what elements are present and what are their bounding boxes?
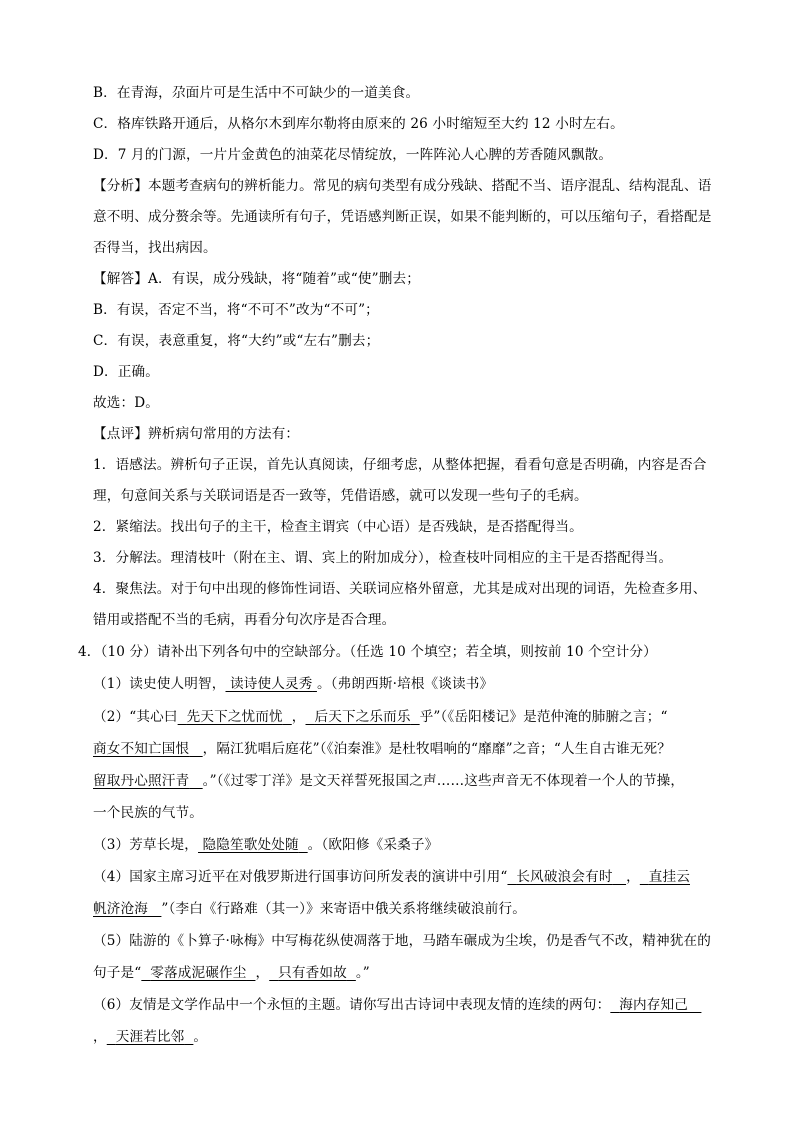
method-4-line-1: 4．聚焦法。对于句中出现的修饰性词语、关联词应格外留意，尤其是成对出现的词语，先检查多用、 (93, 581, 707, 597)
method-1-line-2: 理，句意间关系与关联词语是否一致等，凭借语感，就可以发现一些句子的毛病。 (93, 488, 588, 504)
q4-item-2-answer-2: 后天下之乐而乐 (314, 709, 411, 725)
q4-item-4-answer-2b: 帆济沧海 (93, 901, 148, 917)
q4-item-2-answer-3-blank (189, 741, 202, 757)
q4-item-2-answer-3: 商女不知亡国恨 (93, 741, 190, 757)
q4-item-6-answer-2: 天涯若比邻 (115, 1029, 185, 1045)
q4-item-2-line-4: 一个民族的气节。 (93, 805, 203, 821)
q4-item-3-answer: 隐隐笙歌处处随 (202, 837, 299, 853)
q4-item-2-text-3: 。”（《过零丁洋》是文天祥誓死报国之声……这些声音无不体现着一个人的节操， (202, 773, 685, 789)
q4-item-1-source: 。（弗朗西斯·培根《谈读书》 (316, 676, 494, 692)
analysis-line-3: 否得当，找出病因。 (93, 240, 217, 256)
q4-item-1-answer: 读诗使人灵秀 (229, 676, 313, 692)
analysis-line-1: 【分析】本题考查病句的辨析能力。常见的病句类型有成分残缺、搭配不当、语序混乱、结构混乱、语 (93, 178, 712, 194)
q4-item-2-answer-4: 留取丹心照汗青 (93, 773, 190, 789)
q4-item-6-comma: ， (93, 1029, 107, 1045)
q4-item-2-answer-4-blank (189, 773, 202, 789)
answer-a-line: 【解答】A．有误，成分残缺，将“随着”或“使”删去； (93, 271, 420, 287)
option-c-line: C．格库铁路开通后，从格尔木到库尔勒将由原来的 26 小时缩短至大约 12 小时左右。 (93, 116, 624, 132)
q4-item-6-answer-1: 海内存知己 (619, 997, 688, 1013)
answer-b-line: B．有误，否定不当，将“不可不”改为“不可”； (93, 302, 379, 318)
q4-item-4-text: ”（李白《行路难（其一）》来寄语中俄关系将继续破浪前行。 (161, 901, 526, 917)
q4-item-4-answer-1: 长风破浪会有时 (516, 869, 613, 885)
q4-item-5-prefix: 句子是“ (93, 965, 142, 981)
analysis-line-2: 意不明、成分赘余等。先通读所有句子，凭语感判断正误，如果不能判断的，可以压缩句子，看搭配是 (93, 209, 712, 225)
q4-item-5-suffix: 。” (355, 965, 370, 981)
q4-item-2-separator: ， (291, 709, 306, 725)
option-b-line: B．在青海，尕面片可是生活中不可缺少的一道美食。 (93, 85, 420, 101)
q4-item-4-separator: ， (626, 869, 640, 885)
q4-item-4-answer-2a: 直挂云 (648, 869, 690, 885)
answer-c-line: C．有误，表意重复，将“大约”或“左右”删去； (93, 333, 380, 349)
q4-item-2-prefix: （2）“其心曰 (93, 709, 178, 725)
q4-item-2-line-1 (93, 709, 668, 725)
q4-item-5-line-2 (93, 965, 370, 981)
q4-item-6-prefix: （6）友情是文学作品中一个永恒的主题。请你写出古诗词中表现友情的连续的两句： (93, 997, 611, 1013)
q4-item-3-prefix: （3）芳草长堤， (93, 837, 199, 853)
answer-d-line: D．正确。 (93, 364, 160, 380)
comment-line: 【点评】辨析病句常用的方法有： (93, 426, 300, 442)
q4-item-5-line-1: （5）陆游的《卜算子·咏梅》中写梅花纵使凋落于地，马踏车碾成为尘埃，仍是香气不改，精神犹在的 (93, 933, 711, 949)
method-1-line-1: 1．语感法。辨析句子正误，首先认真阅读，仔细考虑，从整体把握，看看句意是否明确，内容是否合 (93, 457, 707, 473)
q4-item-5-answer-1: 零落成泥碾作尘 (150, 965, 247, 981)
q4-item-6-line-2 (93, 1029, 207, 1045)
option-d-line: D．7 月的门源，一片片金黄色的油菜花尽情绽放，一阵阵沁人心脾的芳香随风飘散。 (93, 147, 613, 163)
method-3-line: 3．分解法。理清枝叶（附在主、谓、宾上的附加成分），检查枝叶同相应的主干是否搭配得当。 (93, 550, 673, 566)
q4-item-4-prefix: （4）国家主席习近平在对俄罗斯进行国事访问所发表的演讲中引用“ (93, 869, 508, 885)
q4-item-4-line-2 (93, 901, 526, 917)
q4-item-2-text-2: ，隔江犹唱后庭花”（《泊秦淮》是杜牧唱响的“靡靡”之音；“人生自古谁无死？ (202, 741, 671, 757)
q4-item-2-line-2 (93, 741, 671, 757)
q4-item-2-line-3 (93, 773, 684, 789)
question-4-title: 4．（10 分）请补出下列各句中的空缺部分。（任选 10 个填空；若全填，则按前 10 个空计分） (78, 644, 657, 660)
q4-item-4-line-1 (93, 869, 690, 885)
q4-item-5-separator: ， (255, 965, 270, 981)
q4-item-3-source: 。（欧阳修《采桑子》 (307, 837, 439, 853)
method-4-line-2: 错用或搭配不当的毛病，再看分句次序是否合理。 (93, 612, 396, 628)
q4-item-1 (93, 676, 493, 692)
q4-item-5-answer-2: 只有香如故 (278, 965, 347, 981)
q4-item-2-answer-1: 先天下之忧而忧 (186, 709, 283, 725)
q4-item-3 (93, 837, 438, 853)
choice-line: 故选：D。 (93, 395, 160, 411)
q4-item-2-text: 乎”（《岳阳楼记》是范仲淹的肺腑之言；“ (419, 709, 668, 725)
method-2-line: 2．紧缩法。找出句子的主干，检查主谓宾（中心语）是否残缺，是否搭配得当。 (93, 519, 583, 535)
q4-item-6-suffix: 。 (193, 1029, 208, 1045)
q4-item-6-line-1 (93, 997, 701, 1013)
q4-item-1-prefix: （1）读史使人明智， (93, 676, 226, 692)
